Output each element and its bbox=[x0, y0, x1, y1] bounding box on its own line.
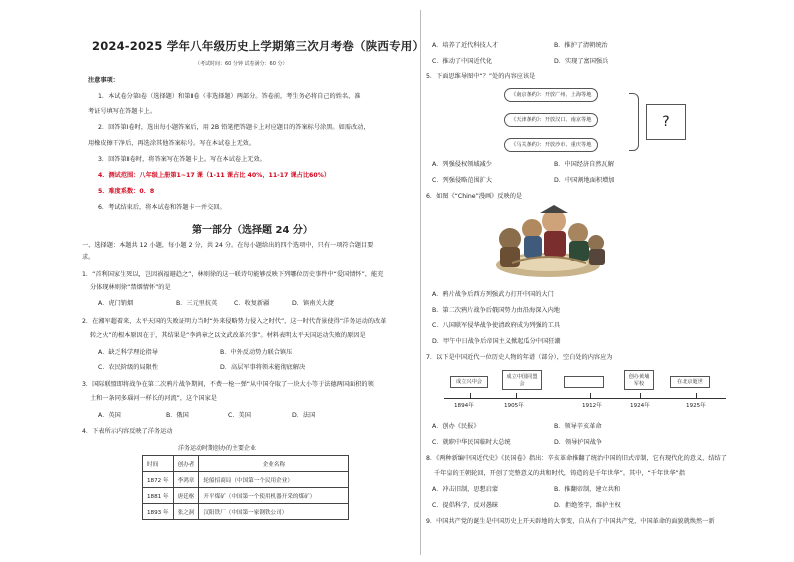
notice-line: 3．回答第Ⅱ卷时，将答案写在答题卡上。写在本试卷上无效。 bbox=[98, 156, 266, 163]
q1-option-b[interactable]: B．三元里抗英 bbox=[176, 300, 218, 307]
column-divider bbox=[420, 10, 421, 555]
question-mark-box: ? bbox=[646, 104, 686, 140]
table-row bbox=[143, 472, 349, 488]
table-row bbox=[143, 488, 349, 504]
table-cell: 张之洞 bbox=[173, 504, 199, 520]
notice-test-scope: 4．测试范围：八年级上册第1~17 课（1-11 课占比 40%，11-17 课占比60%） bbox=[98, 172, 331, 179]
table-cell: 汉阳铁厂（中国第一家钢铁公司） bbox=[199, 504, 349, 520]
table-cell: 1881 年 bbox=[143, 488, 174, 504]
question-9: 9．中国共产党的诞生是中国历史上开天辟地的大事变，自从有了中国共产党，中国革命的面貌就焕然一新 bbox=[426, 518, 715, 525]
timeline-event: 在北京逝世 bbox=[670, 376, 710, 388]
enterprise-table bbox=[142, 455, 349, 520]
timeline-year: 1925年 bbox=[686, 403, 706, 409]
q8-option-b[interactable]: B．推翻帝制，建立共和 bbox=[554, 486, 621, 493]
notice-line: 1．本试卷分第Ⅰ卷（选择题）和第Ⅱ卷（非选择题）两部分。答卷前，考生务必将自己的姓名、准 bbox=[98, 93, 361, 100]
timeline-event: 成立中国同盟会 bbox=[502, 370, 542, 390]
q7-option-b[interactable]: B．领导辛亥革命 bbox=[554, 423, 602, 430]
question-8: 8．《两种新编中国近代史》《民国卷》指出：辛亥革命推翻了统治中国的旧式帝制，它有现代化的意义，结结了 bbox=[426, 455, 727, 462]
notice-heading: 注意事项： bbox=[88, 77, 119, 84]
question-6: 6．如图《“Chine”漫画》反映的是 bbox=[426, 193, 523, 200]
q6-option-b[interactable]: B．第二次鸦片战争后俄国势力由沿海深入内地 bbox=[432, 307, 560, 314]
question-1: 分体现林则徐“禁烟情怀”的是 bbox=[90, 284, 171, 291]
q3-option-b[interactable]: B．俄国 bbox=[166, 412, 189, 419]
question-7: 7．以下是中国近代一位历史人物的年谱（部分），空白处的内容应为 bbox=[426, 354, 613, 361]
table-row bbox=[143, 504, 349, 520]
q5-option-c[interactable]: C．列强侵略范围扩大 bbox=[432, 177, 493, 184]
timeline-tick bbox=[516, 393, 517, 398]
table-cell: 唐廷枢 bbox=[173, 488, 199, 504]
timeline-event: 成立兴中会 bbox=[450, 376, 488, 388]
table-cell: 开平煤矿（中国第一个使用机器开采的煤矿） bbox=[199, 488, 349, 504]
timeline-year: 1924年 bbox=[630, 403, 650, 409]
q2-option-d[interactable]: D．高层军事将领未能彻底解决 bbox=[220, 364, 306, 371]
question-3: 土和一条同多瑙河一样长的河流”，这个国家是 bbox=[90, 395, 217, 402]
q2-option-a[interactable]: A．缺乏科学理论指导 bbox=[98, 349, 158, 356]
q6-option-a[interactable]: A．鸦片战争后西方列强武力打开中国的大门 bbox=[432, 291, 554, 298]
q2-option-c[interactable]: C．农民阶级的局限性 bbox=[98, 364, 159, 371]
q8-option-a[interactable]: A．冲击旧制，思想启蒙 bbox=[432, 486, 499, 493]
question-2: 转之火”的根本原因在于，其结果是“李鸿章之以文武改革兴事”。材料表明太平天国运动失败的原因是 bbox=[90, 332, 366, 339]
q6-option-c[interactable]: C．八国联军侵华战争使清政府成为列强的工具 bbox=[432, 322, 561, 329]
q7-option-c[interactable]: C．就职中华民国临时大总统 bbox=[432, 439, 511, 446]
notice-line: 6．考试结束后，将本试卷和答题卡一并交回。 bbox=[98, 204, 226, 211]
q5-option-b[interactable]: B．中国经济自然瓦解 bbox=[554, 161, 614, 168]
table-cell: 轮船招商局（中国第一个民用企业） bbox=[199, 472, 349, 488]
question-4: 4．下表所示内容反映了洋务运动 bbox=[82, 428, 173, 435]
table-header-cell: 创办者 bbox=[173, 456, 199, 472]
q4-option-d[interactable]: D．实现了富国强兵 bbox=[554, 58, 609, 65]
diagram-brace bbox=[629, 93, 639, 151]
timeline-tick bbox=[470, 393, 471, 398]
q5-option-a[interactable]: A．列强侵权领域减少 bbox=[432, 161, 492, 168]
table-cell: 1872 年 bbox=[143, 472, 174, 488]
q3-option-c[interactable]: C．美国 bbox=[228, 412, 251, 419]
exam-title: 2024-2025 学年八年级历史上学期第三次月考卷（陕西专用） bbox=[92, 39, 425, 53]
exam-info: （考试时间：60 分钟 试卷满分：60 分） bbox=[195, 61, 288, 67]
timeline-tick bbox=[696, 393, 697, 398]
q7-option-a[interactable]: A．创办《民报》 bbox=[432, 423, 480, 430]
table-header-cell: 企业名称 bbox=[199, 456, 349, 472]
q1-option-a[interactable]: A．虎门销烟 bbox=[98, 300, 134, 307]
table-cell: 1893 年 bbox=[143, 504, 174, 520]
q2-option-b[interactable]: B．中外反动势力联合镇压 bbox=[220, 349, 293, 356]
q4-option-a[interactable]: A．培养了近代科技人才 bbox=[432, 42, 499, 49]
q3-option-a[interactable]: A．英国 bbox=[98, 412, 121, 419]
q5-option-d[interactable]: D．中国割地面积增加 bbox=[554, 177, 615, 184]
notice-line: 用橡皮擦干净后，再选涂其他答案标号。写在本试卷上无效。 bbox=[88, 140, 256, 147]
cartoon-image bbox=[482, 203, 612, 283]
question-5: 5．下面思维导图中“？”处的内容应该是 bbox=[426, 73, 536, 80]
timeline-year: 1894年 bbox=[454, 403, 474, 409]
question-1: 1．“首利国家生死以，岂因祸福避趋之”，林则徐的这一联诗句能够反映下列哪位历史事件中“爱国情怀”，能充 bbox=[82, 271, 384, 278]
right-column bbox=[424, 0, 764, 562]
timeline-axis bbox=[444, 398, 726, 399]
table-header-row bbox=[143, 456, 349, 472]
q1-option-d[interactable]: D．镇南关大捷 bbox=[292, 300, 334, 307]
left-column bbox=[80, 0, 425, 562]
question-intro: 一、选择题：本题共 12 小题，每小题 2 分，共 24 分。在每小题给出的四个选项中，只有一项符合题目要 bbox=[82, 242, 374, 249]
question-intro: 求。 bbox=[82, 254, 95, 261]
notice-line: 考证号填写在答题卡上。 bbox=[88, 108, 157, 115]
section-title: 第一部分（选择题 24 分） bbox=[192, 225, 313, 236]
question-2: 2．在湘军超着来，太平天国的失败证明力当时“外来侵略势力侵入之时代”，这一时代背景使得“洋务运动的改革 bbox=[82, 318, 387, 325]
q6-option-d[interactable]: D．甲午中日战争后帝国主义掀起瓜分中国狂潮 bbox=[432, 338, 561, 345]
treaty-box: 《南京条约》：开放广州、上海等地 bbox=[504, 88, 598, 102]
timeline-year: 1912年 bbox=[582, 403, 602, 409]
table-cell: 李鸿章 bbox=[173, 472, 199, 488]
table-caption: 洋务运动时期创办的主要企业 bbox=[178, 445, 257, 452]
timeline-tick bbox=[640, 393, 641, 398]
q3-option-d[interactable]: D．法国 bbox=[292, 412, 316, 419]
q8-option-d[interactable]: D．拒绝签字，维护主权 bbox=[554, 502, 621, 509]
notice-difficulty: 5．难度系数：0．8 bbox=[98, 188, 155, 195]
question-3: 3．国际联盟即将战争在第二次鸦片战争期间，不费一枪一弹“从中国夺取了一块大小等于法德两国面积的领 bbox=[82, 381, 374, 388]
timeline-tick bbox=[590, 393, 591, 398]
treaty-box: 《马关条约》：开放沙市、重庆等地 bbox=[504, 138, 598, 152]
q1-option-c[interactable]: C．收复新疆 bbox=[234, 300, 270, 307]
q7-option-d[interactable]: D．领导护国战争 bbox=[554, 439, 603, 446]
q4-option-b[interactable]: B．推护了清朝统治 bbox=[554, 42, 608, 49]
q4-option-c[interactable]: C．推动了中国近代化 bbox=[432, 58, 493, 65]
treaty-box: 《天津条约》：开放汉口、南京等地 bbox=[504, 113, 598, 127]
timeline-blank bbox=[564, 376, 604, 388]
notice-line: 2．回答第Ⅰ卷时，选出每小题答案后，用 2B 铅笔把答题卡上对应题目的答案标号涂黑。如需改动， bbox=[98, 124, 370, 131]
q8-option-c[interactable]: C．提倡科学，反对愚昧 bbox=[432, 502, 499, 509]
timeline-event: 创办黄埔军校 bbox=[624, 370, 654, 390]
question-8: 千年皇的王朝轮回，开创了完整意义的共和时代，铸造的是千年世华”。其中，“千年世华”指 bbox=[434, 470, 685, 477]
timeline-year: 1905年 bbox=[504, 403, 524, 409]
table-header-cell: 时间 bbox=[143, 456, 174, 472]
